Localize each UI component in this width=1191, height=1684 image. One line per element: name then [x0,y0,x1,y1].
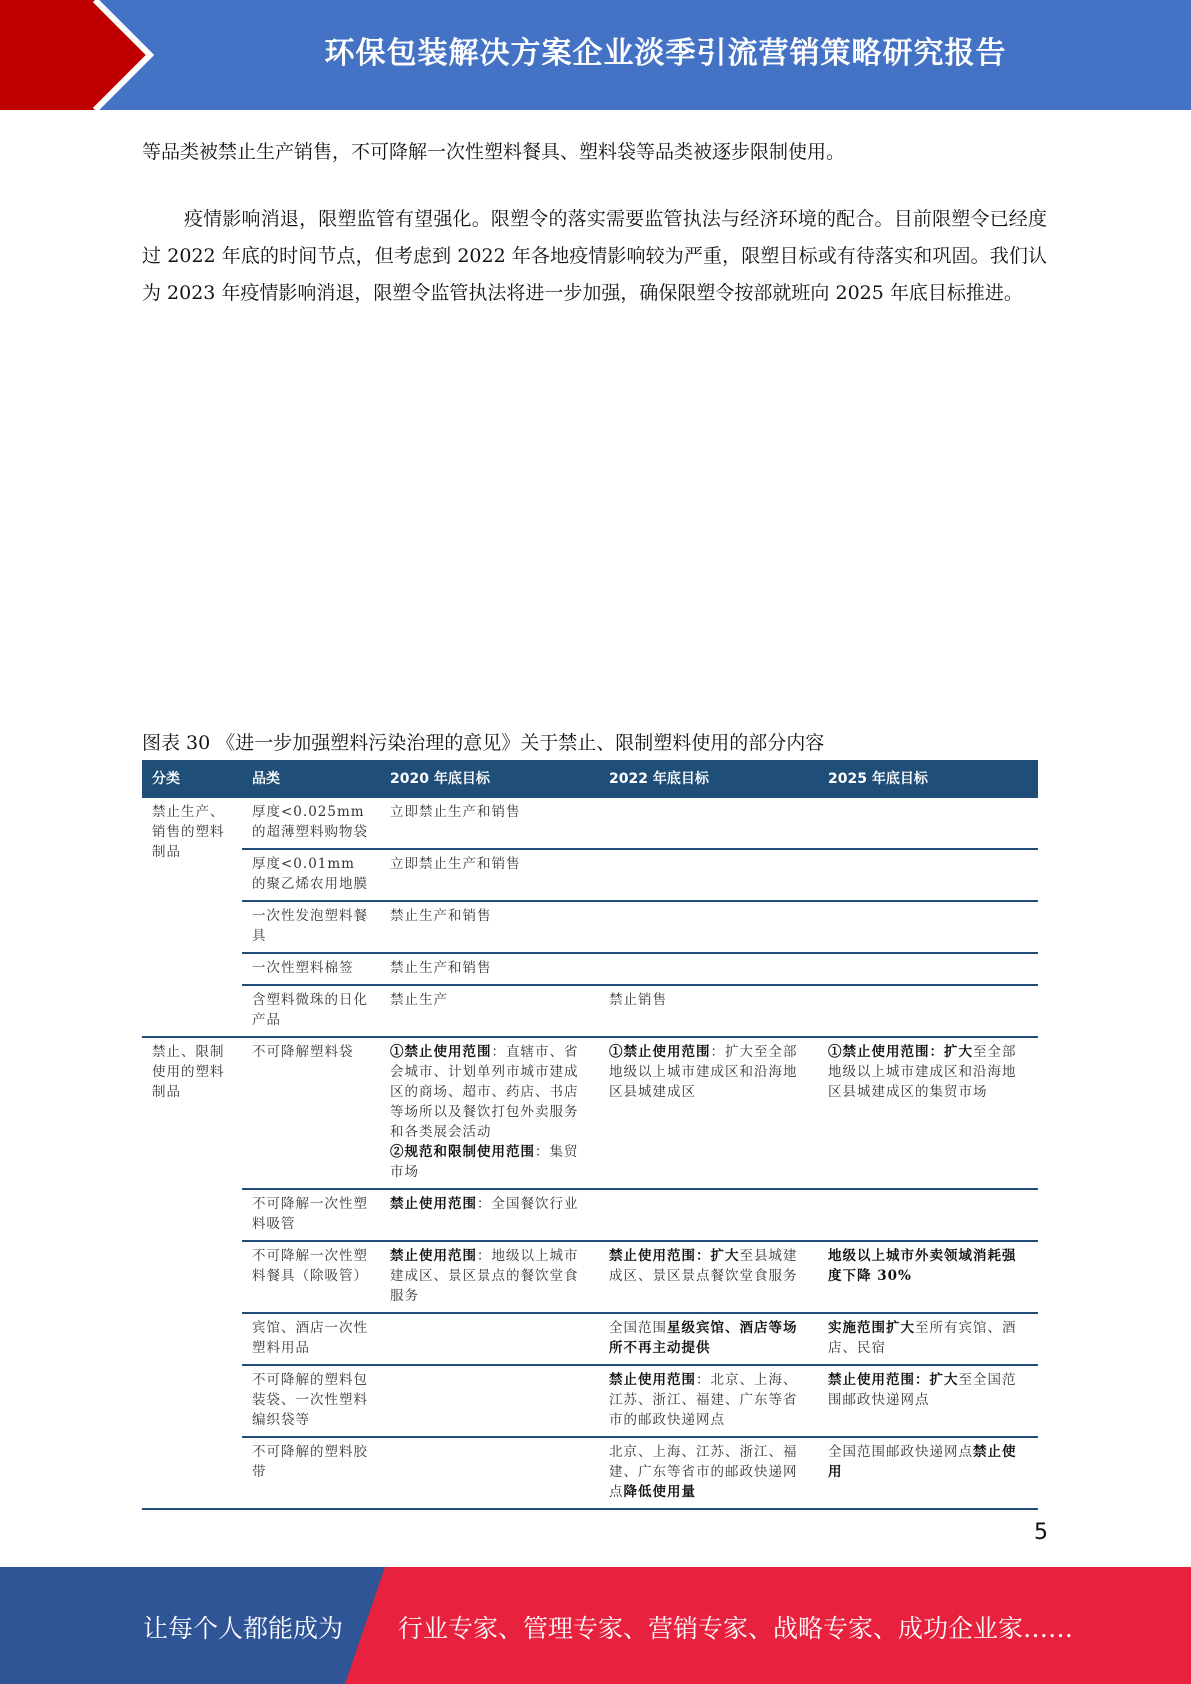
header-item: 品类 [242,760,380,798]
target-2025-cell [818,1241,1038,1313]
target-2020-cell [380,1189,599,1241]
target-2022-cell [599,1437,818,1509]
target-2020-cell: 禁止生产和销售 [380,901,599,953]
target-2020-cell: 禁止生产 [380,985,599,1037]
table-row [142,798,1038,849]
cell-text: ：集贸市场 [390,1144,579,1180]
target-2020-cell: 立即禁止生产和销售 [380,849,599,901]
item-cell: 不可降解塑料袋 [242,1037,380,1189]
plastic-restriction-table [142,760,1038,1510]
bold-label: 地级以上城市外卖领域消耗强度下降 30% [828,1248,1017,1284]
bold-label: 禁止使用范围：扩大 [609,1248,740,1264]
target-2020-cell: 立即禁止生产和销售 [380,798,599,849]
target-2025-cell [818,985,1038,1037]
page-header [0,0,1191,110]
target-2020-cell [380,1241,599,1313]
item-cell: 不可降解的塑料胶带 [242,1437,380,1509]
target-2022-cell: 禁止销售 [599,985,818,1037]
target-2022-cell [599,1189,818,1241]
cell-text: ：全国餐饮行业 [477,1196,579,1212]
table-row [142,953,1038,985]
report-title: 环保包装解决方案企业淡季引流营销策略研究报告 [324,36,1007,71]
page-footer [0,1567,1191,1684]
bold-label: 实施范围扩大 [828,1320,915,1336]
cell-text: ：北京、上海、江苏、浙江、福建、广东等省市的邮政快递网点 [609,1372,798,1428]
table-row [142,901,1038,953]
cell-text: ：直辖市、省会城市、计划单列市城市建成区的商场、超市、药店、书店等场所以及餐饮打包外卖服务和各类展会活动 [390,1044,579,1140]
paragraph-2: 疫情影响消退，限塑监管有望强化。限塑令的落实需要监管执法与经济环境的配合。目前限塑令已经度过 2022 年底的时间节点，但考虑到 2022 年各地疫情影响较为严重，限塑目标或有待落实和巩固。我们认为 2023 年疫情影响消退，限塑令监管执法将进一步加强，确保限塑令按部就班向 2025 年底目标推进。 [142,208,1047,304]
target-2025-cell [818,849,1038,901]
table-row [142,1189,1038,1241]
target-2022-cell [599,901,818,953]
header-category: 分类 [142,760,242,798]
target-2020-cell [380,1037,599,1189]
cell-text: 至全部地级以上城市建成区和沿海地区县城建成区的集贸市场 [828,1044,1017,1100]
bold-label: 降低使用量 [623,1484,696,1500]
item-cell: 一次性发泡塑料餐具 [242,901,380,953]
cell-text: 北京、上海、江苏、浙江、福建、广东等省市的邮政快递网点 [609,1444,798,1500]
bold-label: ②规范和限制使用范围 [390,1144,535,1160]
bold-label: ①禁止使用范围 [390,1044,492,1060]
header-2022: 2022 年底目标 [599,760,818,798]
table-row [142,1365,1038,1437]
target-2025-cell [818,901,1038,953]
target-2025-cell [818,1437,1038,1509]
target-2022-cell [599,1037,818,1189]
target-2022-cell [599,1241,818,1313]
target-2025-cell [818,798,1038,849]
bold-label: ①禁止使用范围：扩大 [828,1044,973,1060]
bold-label: 禁止使用范围 [390,1248,477,1264]
target-2020-cell [380,1437,599,1509]
bold-label: 禁止使用范围：扩大 [828,1372,959,1388]
bold-label: 禁止使用范围 [390,1196,477,1212]
bold-label: 禁止使用 [828,1444,1017,1480]
item-cell: 不可降解一次性塑料吸管 [242,1189,380,1241]
target-2022-cell [599,849,818,901]
target-2025-cell [818,1037,1038,1189]
footer-slogan-left: 让每个人都能成为 [143,1614,344,1643]
item-cell: 不可降解的塑料包装袋、一次性塑料编织袋等 [242,1365,380,1437]
bold-label: 禁止使用范围 [609,1372,696,1388]
item-cell: 一次性塑料棉签 [242,953,380,985]
cell-text: ：扩大至全部地级以上城市建成区和沿海地区县城建成区 [609,1044,798,1100]
header-arrow-decoration [0,0,160,110]
page-number: 5 [1034,1520,1048,1545]
bold-label: ①禁止使用范围 [609,1044,711,1060]
cell-text: 全国范围 [609,1320,667,1336]
cell-text: 至县城建成区、景区景点餐饮堂食服务 [609,1248,798,1284]
target-2020-cell: 禁止生产和销售 [380,953,599,985]
target-2025-cell [818,953,1038,985]
target-2020-cell [380,1313,599,1365]
header-2020: 2020 年底目标 [380,760,599,798]
footer-slogan-right: 行业专家、管理专家、营销专家、战略专家、成功企业家…… [398,1614,1074,1643]
cell-text: ：地级以上城市建成区、景区景点的餐饮堂食服务 [390,1248,579,1304]
table-row [142,849,1038,901]
table-row [142,985,1038,1037]
item-cell: 含塑料微珠的日化产品 [242,985,380,1037]
body-content [142,134,1047,342]
category-cell: 禁止、限制使用的塑料制品 [142,1037,242,1509]
target-2022-cell [599,1313,818,1365]
target-2022-cell [599,798,818,849]
table-header-row [142,760,1038,798]
target-2025-cell [818,1365,1038,1437]
paragraph-1: 等品类被禁止生产销售，不可降解一次性塑料餐具、塑料袋等品类被逐步限制使用。 [142,141,846,163]
target-2022-cell [599,953,818,985]
item-cell: 厚度<0.025mm 的超薄塑料购物袋 [242,798,380,849]
table-row [142,1037,1038,1189]
target-2025-cell [818,1313,1038,1365]
category-cell: 禁止生产、销售的塑料制品 [142,798,242,1037]
bold-label: 星级宾馆、酒店等场所不再主动提供 [609,1320,798,1356]
cell-text: 至全国范围邮政快递网点 [828,1372,1017,1408]
header-2025: 2025 年底目标 [818,760,1038,798]
target-2025-cell [818,1189,1038,1241]
table-row [142,1241,1038,1313]
figure-caption: 图表 30 《进一步加强塑料污染治理的意见》关于禁止、限制塑料使用的部分内容 [142,732,825,754]
table-row [142,1313,1038,1365]
item-cell: 厚度<0.01mm 的聚乙烯农用地膜 [242,849,380,901]
target-2020-cell [380,1365,599,1437]
item-cell: 不可降解一次性塑料餐具（除吸管） [242,1241,380,1313]
item-cell: 宾馆、酒店一次性塑料用品 [242,1313,380,1365]
cell-text: 至所有宾馆、酒店、民宿 [828,1320,1017,1356]
table-row [142,1437,1038,1509]
cell-text: 全国范围邮政快递网点 [828,1444,973,1460]
target-2022-cell [599,1365,818,1437]
